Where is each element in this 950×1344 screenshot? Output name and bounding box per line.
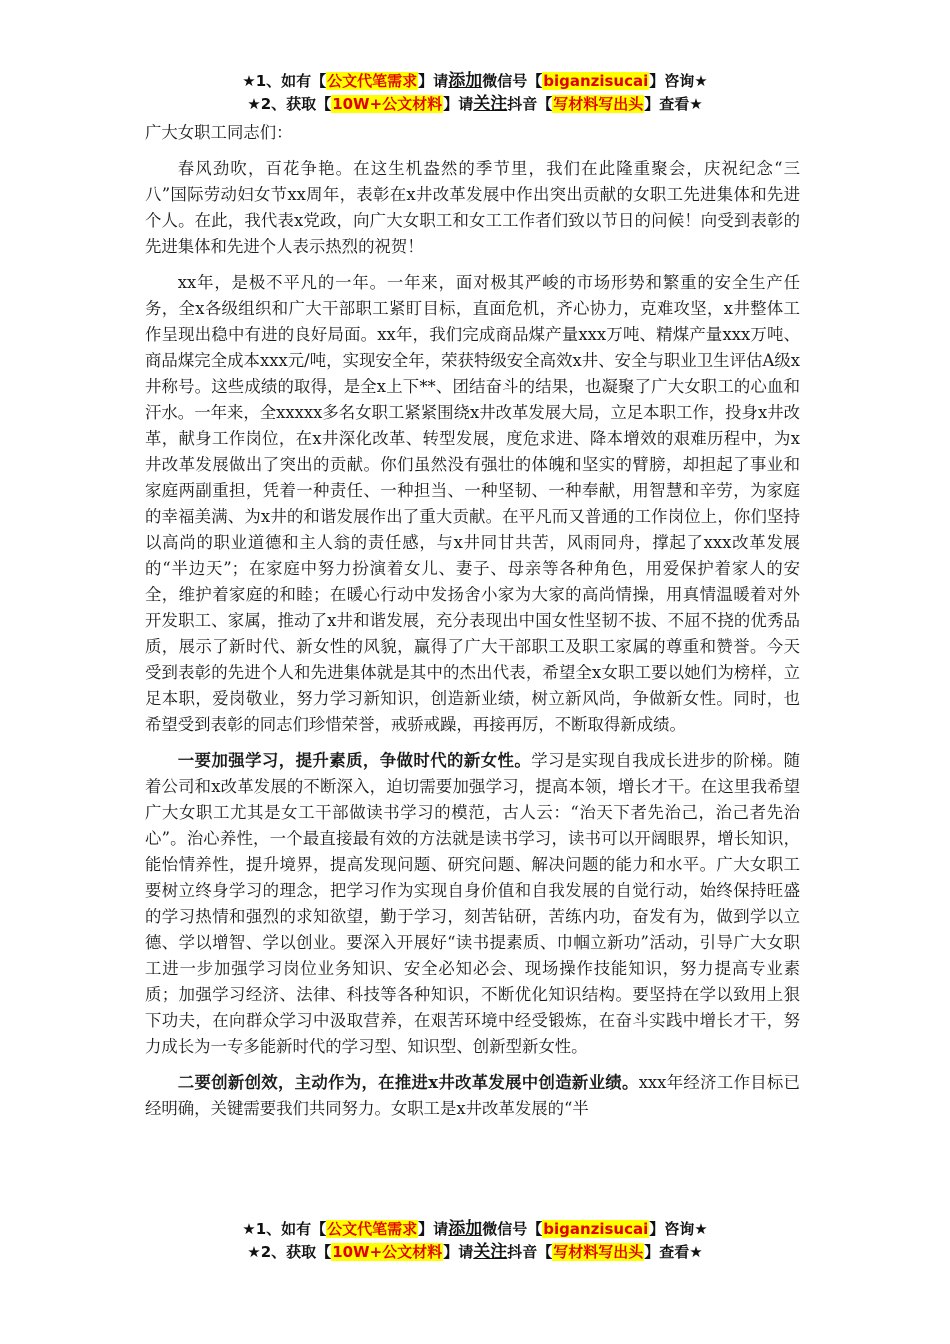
promo-line-1 [0, 1218, 950, 1241]
section-2-text: xxx年经济工作目标已经明确，关键需要我们共同努力。女职工是x井改革发展的“半 [145, 1073, 800, 1118]
promo-text: 】请 [443, 1243, 474, 1261]
salutation: 广大女职工同志们： [145, 123, 293, 142]
promo-text: 抖音【 [507, 95, 553, 113]
promo-text: 】查看★ [644, 95, 703, 113]
promo-emphasis: 添加 [448, 1219, 483, 1239]
promo-banner-bottom [0, 1218, 950, 1264]
paragraph-section-2 [145, 1070, 800, 1122]
promo-text: ★1、如有【 [242, 72, 327, 90]
section-1-heading: 一要加强学习，提升素质，争做时代的新女性。 [177, 751, 532, 770]
promo-highlight: 写材料写出头 [553, 95, 644, 113]
document-body [145, 120, 800, 1122]
promo-emphasis: 关注 [473, 94, 508, 114]
section-1-text: 学习是实现自我成长进步的阶梯。随着公司和x改革发展的不断深入，迫切需要加强学习，提高本领，增长才干。在这里我希望广大女职工尤其是女工干部做读书学习的模范，古人云：“治天下者先治己，治己者先治心”。治心养性，一个最直接最有效的方法就是读书学习，读书可以开阔眼界，增长知识，能怡情养性，提升境界，提高发现问题、研究问题、解决问题的能力和水平。广大女职工要树立终身学习的理念，把学习作为实现自身价值和自我发展的自觉行动，始终保持旺盛的学习热情和强烈的求知欲望，勤于学习，刻苦钻研，苦练内功，奋发有为，做到学以立德、学以增智、学以创业。要深入开展好“读书提素质、巾帼立新功”活动，引导广大女职工进一步加强学习岗位业务知识、安全必知必会、现场操作技能知识，努力提高专业素质；加强学习经济、法律、科技等各种知识，不断优化知识结构。要坚持在学以致用上狠下功夫，在向群众学习中汲取营养，在艰苦环境中经受锻炼，在奋斗实践中增长才干，努力成长为一专多能新时代的学习型、知识型、创新型新女性。 [145, 751, 800, 1056]
promo-text: 抖音【 [507, 1243, 553, 1261]
promo-highlight: 写材料写出头 [553, 1243, 644, 1261]
promo-text: ★2、获取【 [247, 1243, 332, 1261]
promo-text: 】请 [418, 72, 449, 90]
promo-text: ★2、获取【 [247, 95, 332, 113]
promo-highlight: biganzisucai [543, 72, 649, 90]
promo-emphasis: 添加 [448, 71, 483, 91]
promo-banner-top [0, 70, 950, 116]
promo-highlight: biganzisucai [543, 1220, 649, 1238]
promo-text: ★1、如有【 [242, 1220, 327, 1238]
promo-emphasis: 关注 [473, 1242, 508, 1262]
paragraph-intro: 春风劲吹，百花争艳。在这生机盎然的季节里，我们在此隆重聚会，庆祝纪念“三八”国际劳动妇女节xx周年，表彰在x井改革发展中作出突出贡献的女职工先进集体和先进个人。在此，我代表x党政，向广大女职工和女工工作者们致以节日的问候！向受到表彰的先进集体和先进个人表示热烈的祝贺！ [145, 159, 800, 256]
promo-line-1 [0, 70, 950, 93]
promo-text: 】咨询★ [649, 72, 708, 90]
promo-highlight: 公文代笔需求 [327, 72, 418, 90]
promo-highlight: 10W+公文材料 [332, 95, 443, 113]
promo-text: 】咨询★ [649, 1220, 708, 1238]
promo-line-2 [0, 93, 950, 116]
paragraph-section-1 [145, 748, 800, 1060]
paragraph-review: xx年，是极不平凡的一年。一年来，面对极其严峻的市场形势和繁重的安全生产任务，全x各级组织和广大干部职工紧盯目标，直面危机，齐心协力，克难攻坚，x井整体工作呈现出稳中有进的良好局面。xx年，我们完成商品煤产量xxx万吨、精煤产量xxx万吨、商品煤完全成本xxx元/吨，实现安全年，荣获特级安全高效x井、安全与职业卫生评估A级x井称号。这些成绩的取得，是全x上下**、团结奋斗的结果，也凝聚了广大女职工的心血和汗水。一年来，全xxxxx多名女职工紧紧围绕x井改革发展大局，立足本职工作，投身x井改革，献身工作岗位，在x井深化改革、转型发展，度危求进、降本增效的艰难历程中，为x井改革发展做出了突出的贡献。你们虽然没有强壮的体魄和坚实的臂膀，却担起了事业和家庭两副重担，凭着一种责任、一种担当、一种坚韧、一种奉献，用智慧和辛劳，为家庭的幸福美满、为x井的和谐发展作出了重大贡献。在平凡而又普通的工作岗位上，你们坚持以高尚的职业道德和主人翁的责任感，与x井同甘共苦，风雨同舟，撑起了xxx改革发展的“半边天”；在家庭中努力扮演着女儿、妻子、母亲等各种角色，用爱保护着家人的安全，维护着家庭的和睦；在暖心行动中发扬舍小家为大家的高尚情操，用真情温暖着对外开发职工、家属，推动了x井和谐发展，充分表现出中国女性坚韧不拔、不屈不挠的优秀品质，展示了新时代、新女性的风貌，赢得了广大干部职工及职工家属的尊重和赞誉。今天受到表彰的先进个人和先进集体就是其中的杰出代表，希望全x女职工要以她们为榜样，立足本职，爱岗敬业，努力学习新知识，创造新业绩，树立新风尚，争做新女性。同时，也希望受到表彰的同志们珍惜荣誉，戒骄戒躁，再接再厉，不断取得新成绩。 [145, 273, 800, 734]
promo-text: 】请 [443, 95, 474, 113]
promo-text: 微信号【 [482, 72, 543, 90]
promo-line-2 [0, 1241, 950, 1264]
promo-text: 】查看★ [644, 1243, 703, 1261]
section-2-heading: 二要创新创效，主动作为，在推进x井改革发展中创造新业绩。 [177, 1073, 639, 1092]
promo-highlight: 公文代笔需求 [327, 1220, 418, 1238]
promo-text: 】请 [418, 1220, 449, 1238]
promo-highlight: 10W+公文材料 [332, 1243, 443, 1261]
promo-text: 微信号【 [482, 1220, 543, 1238]
